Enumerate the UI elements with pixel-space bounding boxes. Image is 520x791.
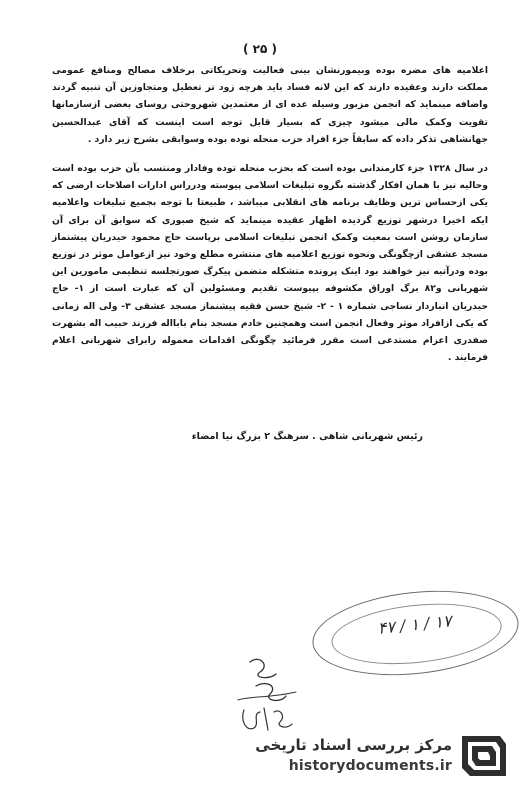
paragraph-1: اعلامیه های مضره بوده وبیمورنشان بینی فعالیت وتحریکاتی برخلاف مصالح ومنافع عمومی مملکت دارند وعقیده دارند که این لانه فساد باید هرچه زود تر تعطیل ومتجاوزین آن تنبیه گردند واضافه مینماید که انجمن مزبور وسیله عده ای از معتمدین شهروحتی روسای بعضی ازسازمانها تقویت وکمک مالی میشود چیزی که بسیار قابل توجه است اینست که آقای عبدالحسین جهانشاهی تذکر داده که سابقاً جزء افراد حزب منحله توده بوده وسوابقی بشرح زیر دارد .	[52, 65, 488, 145]
handwritten-signature	[230, 650, 310, 740]
archive-logo-icon	[462, 736, 506, 776]
paragraph-2: در سال ۱۳۲۸ جزء کارمندانی بوده است که بحزب منحله توده وفادار ومنتسب بآن حزب بوده است وحالیه نیز با همان افکار گذشته بگروه تبلیغات اسلامی پیوسته ودرراس ادارات اصلاحات ارضی که یکی ازحساس ترین وظایف برنامه های انقلابی میباشد ، طبیعتا با توجه بجمیع تبلیغات واعلامیه ایکه اخیرا درشهر توزیع گردیده اظهار عقیده مینماید که شیخ صبوری که سوابق آن برای آن سازمان روشن است بمعیت وکمک انجمن تبلیغات اسلامی برپاست حاج محمود حیدریان پیشنماز مسجد عشقی ازچگونگی ونحوه توزیع اعلامیه های منتشره مطلع وخود نیز ازعوامل موثر در توزیع بوده ودرآتیه نیز خواهند بود اینک پرونده متشکله متضمن پیکرگ صورتجلسه تنظیمی مامورین این شهربانی و۸۲ برگ اوراق مکشوفه بپیوست تقدیم ومسئولین آن که عبارت است از ۱- حاج حیدریان انباردار نساجی شماره ۱ - ۲- شیخ حسن فقیه پیشنماز مسجد عشقی ۳- ولی اله زمانی که یکی ازافراد موثر وفعال انجمن است وهمچنین خادم مسجد بنام بابااله فرزند حبیب اله بشهرت صفدری اعزام مستدعی است مقرر فرمائید چگونگی اقدامات معموله رابرای شهربانی اعلام فرمایند .	[52, 163, 488, 364]
archive-title: مرکز بررسی اسناد تاریخی	[255, 736, 452, 754]
stamp-date: ۱۷ / ۱ / ۴۷	[376, 611, 453, 638]
received-stamp	[308, 581, 520, 684]
page-number: ( ۲۵ )	[243, 42, 277, 56]
signoff-line: رئیس شهربانی شاهی . سرهنگ ۲ بزرگ نیا امضاء	[191, 431, 423, 442]
letter-body	[52, 62, 488, 366]
archive-url: historydocuments.ir	[288, 758, 452, 774]
